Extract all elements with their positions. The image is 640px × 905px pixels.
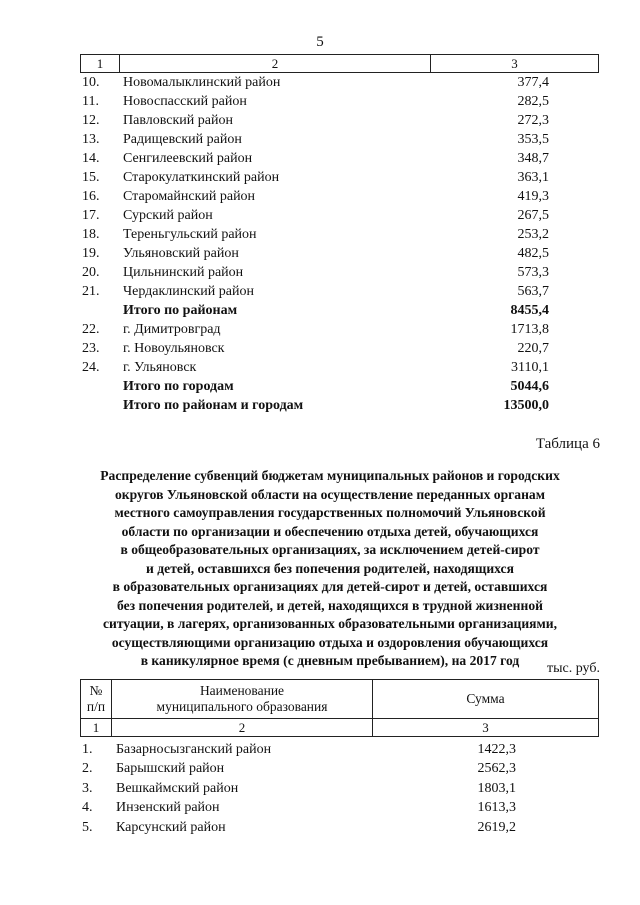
row-number: 17. — [82, 207, 100, 223]
row-value: 482,5 — [517, 245, 549, 261]
row-value: 282,5 — [517, 93, 549, 109]
row-name: г. Новоульяновск — [123, 340, 225, 356]
table-5-continuation — [80, 54, 599, 415]
table-row — [80, 358, 599, 377]
row-value: 363,1 — [517, 169, 549, 185]
table-row — [80, 206, 599, 225]
row-name: Итого по районам и городам — [123, 397, 304, 413]
row-number: 2. — [82, 761, 93, 777]
row-number: 23. — [82, 340, 100, 356]
title-line: области по организации и обеспечению отдыха детей, обучающихся — [121, 523, 539, 539]
row-value: 348,7 — [517, 150, 549, 166]
row-value: 353,5 — [517, 131, 549, 147]
total-row — [80, 301, 599, 320]
row-value: 419,3 — [517, 188, 549, 204]
row-number: 4. — [82, 800, 93, 816]
row-name: Чердаклинский район — [123, 283, 254, 299]
header-number: № п/п — [81, 680, 112, 718]
title-line: ситуации, в лагерях, организованных образовательными организациями, — [102, 616, 558, 631]
row-value: 8455,4 — [510, 302, 549, 318]
header-sum: Сумма — [466, 691, 505, 706]
page-number: 5 — [316, 34, 324, 50]
row-number: 15. — [82, 169, 100, 185]
table-row — [80, 130, 599, 149]
row-number: 3. — [82, 780, 93, 796]
row-number: 1. — [82, 741, 93, 757]
table-row — [80, 799, 599, 819]
row-number: 10. — [82, 74, 100, 90]
table-row — [80, 760, 599, 780]
table-row — [80, 282, 599, 301]
table-5-rows — [80, 73, 599, 415]
table-row — [80, 263, 599, 282]
row-value: 563,7 — [517, 283, 549, 299]
row-value: 267,5 — [517, 207, 549, 223]
row-name: Сурский район — [123, 207, 213, 223]
title-line: осуществляющими организацию отдыха и оздоровления обучающихся — [111, 634, 549, 650]
table-label: Таблица 6 — [535, 436, 600, 452]
title-line: местного самоуправления государственных полномочий Ульяновской — [114, 505, 546, 520]
row-value: 272,3 — [517, 112, 549, 128]
table-row — [80, 740, 599, 760]
row-name: Новоспасский район — [123, 93, 247, 109]
title-line: Распределение субвенций бюджетам муниципальных районов и городских — [100, 468, 560, 483]
table-row — [80, 168, 599, 187]
row-name: г. Ульяновск — [123, 359, 197, 375]
row-name: Вешкаймский район — [116, 780, 239, 796]
row-value: 220,7 — [517, 340, 549, 356]
table-row — [80, 187, 599, 206]
row-number: 18. — [82, 226, 100, 242]
units-label: тыс. руб. — [547, 661, 600, 676]
row-name: Сенгилеевский район — [123, 150, 253, 166]
row-name: Ульяновский район — [123, 245, 239, 261]
table-row — [80, 73, 599, 92]
row-number: 16. — [82, 188, 100, 204]
table-6-rows — [80, 740, 599, 838]
table-row — [80, 818, 599, 838]
row-value: 1713,8 — [510, 321, 549, 337]
row-number: 12. — [82, 112, 100, 128]
row-number: 20. — [82, 264, 100, 280]
row-number: 22. — [82, 321, 100, 337]
row-value: 2562,3 — [477, 761, 516, 777]
table-6-header — [80, 679, 599, 719]
row-value: 5044,6 — [510, 378, 549, 394]
row-name: Старокулаткинский район — [123, 169, 280, 185]
row-number: 11. — [82, 93, 99, 109]
row-value: 573,3 — [517, 264, 549, 280]
table-column-numbers — [80, 54, 599, 73]
row-name: Барышский район — [116, 761, 225, 777]
table-row — [80, 779, 599, 799]
table-row — [80, 339, 599, 358]
table-6-title — [60, 467, 600, 671]
title-line: округов Ульяновской области на осуществление переданных органам — [114, 486, 545, 502]
row-number: 14. — [82, 150, 100, 166]
row-number: 24. — [82, 359, 100, 375]
row-name: Новомалыклинский район — [123, 74, 281, 90]
table-row — [80, 92, 599, 111]
row-number: 21. — [82, 283, 100, 299]
table-row — [80, 149, 599, 168]
row-name: Инзенский район — [116, 800, 220, 816]
row-name: Базарносызганский район — [116, 741, 272, 757]
row-value: 1803,1 — [477, 780, 516, 796]
row-value: 377,4 — [517, 74, 549, 90]
col-number-3: 3 — [511, 56, 518, 71]
table-row — [80, 111, 599, 130]
total-row — [80, 396, 599, 415]
title-line: в общеобразовательных организациях, за исключением детей-сирот — [120, 542, 540, 557]
title-line: без попечения родителей, и детей, находящихся в трудной жизненной — [117, 597, 543, 613]
table-row — [80, 225, 599, 244]
col-number-1: 1 — [81, 55, 120, 72]
row-value: 2619,2 — [477, 819, 516, 835]
row-name: Радищевский район — [123, 131, 242, 147]
row-name: Тереньгульский район — [123, 226, 257, 242]
row-name: Павловский район — [123, 112, 233, 128]
table-6-column-numbers: 1 2 3 — [80, 719, 599, 737]
row-number: 19. — [82, 245, 100, 261]
title-line: и детей, оставшихся без попечения родителей, находящихся — [146, 560, 514, 576]
row-value: 3110,1 — [511, 359, 549, 375]
table-row — [80, 244, 599, 263]
title-line: в образовательных организациях для детей-сирот и детей, оставшихся — [112, 579, 548, 594]
row-value: 1613,3 — [477, 800, 516, 816]
row-value: 1422,3 — [477, 741, 516, 757]
header-name: Наименование муниципального образования — [112, 680, 373, 718]
row-number: 5. — [82, 819, 93, 835]
row-value: 253,2 — [517, 226, 549, 242]
row-value: 13500,0 — [503, 397, 549, 413]
total-row — [80, 377, 599, 396]
table-row — [80, 320, 599, 339]
row-name: Итого по районам — [123, 302, 238, 318]
row-number: 13. — [82, 131, 100, 147]
title-line: в каникулярное время (с дневным пребыванием), на 2017 год — [140, 653, 520, 668]
row-name: Старомайнский район — [123, 188, 256, 204]
row-name: г. Димитровград — [123, 321, 221, 337]
row-name: Итого по городам — [123, 378, 234, 394]
row-name: Цильнинский район — [123, 264, 244, 280]
col-number-2: 2 — [120, 55, 431, 72]
row-name: Карсунский район — [116, 819, 226, 835]
table-6 — [80, 679, 599, 838]
